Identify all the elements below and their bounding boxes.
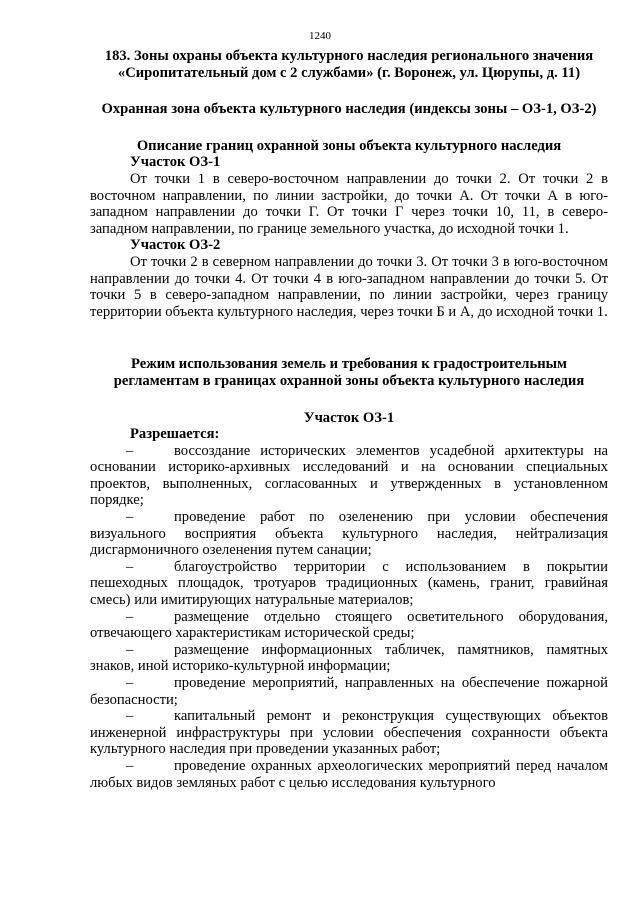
list-dash: – [126, 608, 134, 625]
list-item [90, 443, 608, 509]
list-item-text: проведение охранных археологических мероприятий перед началом любых видов земляных работ с целью исследования культурного [90, 757, 608, 791]
list-dash: – [126, 757, 134, 774]
document-content [90, 48, 608, 791]
zone-title: Охранная зона объекта культурного наследия (индексы зоны – ОЗ-1, ОЗ-2) [101, 101, 597, 118]
oz1-label: Участок ОЗ-1 [130, 154, 221, 171]
list-dash: – [126, 442, 134, 459]
list-item [90, 642, 608, 675]
list-item-text: проведение мероприятий, направленных на обеспечение пожарной безопасности; [90, 675, 608, 708]
list-item-text: проведение работ по озеленению при условии обеспечения визуального восприятия объекта культурного наследия, нейтрализация дисгармоничного озеленения путем санации; [90, 509, 608, 559]
oz2-label: Участок ОЗ-2 [130, 237, 221, 254]
list-dash: – [126, 641, 134, 658]
document-heading-line-2: «Сиропитательный дом с 2 службами» (г. Воронеж, ул. Цюрупы, д. 11) [117, 64, 581, 81]
list-dash: – [126, 509, 134, 526]
list-item [90, 675, 608, 708]
regime-title-line-1: Режим использования земель и требования к градостроительным [131, 356, 567, 373]
boundaries-title: Описание границ охранной зоны объекта культурного наследия [136, 137, 562, 154]
list-dash: – [126, 675, 134, 691]
regime-section-label: Участок ОЗ-1 [303, 409, 395, 426]
list-item-text: размещение информационных табличек, памятников, памятных знаков, иной историко-культурной информации; [90, 641, 608, 675]
list-item-text: благоустройство территории с использованием в покрытии пешеходных площадок, тротуаров традиционных (камень, гранит, гравийная смесь) или имитирующих натуральные материалов; [90, 558, 608, 609]
list-item [90, 708, 608, 758]
list-item [90, 758, 608, 791]
list-dash: – [126, 708, 134, 725]
list-item [90, 609, 608, 642]
list-item-text: размещение отдельно стоящего осветительного оборудования, отвечающего характеристикам исторической среды; [90, 608, 608, 642]
oz1-description: От точки 1 в северо-восточном направлении до точки 2. От точки 2 в восточном направлении, по линии застройки, до точки А. От точки А в юго-западном направлении до точки Г. От точки Г через точки 10, 11, в северо-западном направлении, по границе земельного участка, до исходной точки 1. [90, 170, 608, 237]
oz2-description: От точки 2 в северном направлении до точки 3. От точки 3 в юго-восточном направлении до точки 4. От точки 4 в юго-западном направлении до точки 5. От точки 5 в северо-западном направлении, по линии застройки, через границу территории объекта культурного наследия, через точки Б и А, до исходной точки 1. [90, 253, 608, 320]
list-item [90, 509, 608, 559]
list-item [90, 559, 608, 609]
regime-title-line-2: регламентам в границах охранной зоны объекта культурного наследия [113, 372, 585, 389]
list-item-text: капитальный ремонт и реконструкция существующих объектов инженерной инфраструктуры при условии обеспечения сохранности объекта культурного наследия при проведении указанных работ; [90, 708, 608, 758]
page-number: 1240 [309, 30, 331, 42]
list-dash: – [126, 558, 134, 575]
list-item-text: воссоздание исторических элементов усадебной архитектуры на основании историко-архивных исследований и на основании специальных проектов, выполненных, согласованных и утвержденных в установленном порядке; [90, 442, 608, 509]
allowed-label: Разрешается: [130, 426, 220, 443]
document-heading-line-1: 183. Зоны охраны объекта культурного наследия регионального значения [104, 48, 594, 64]
